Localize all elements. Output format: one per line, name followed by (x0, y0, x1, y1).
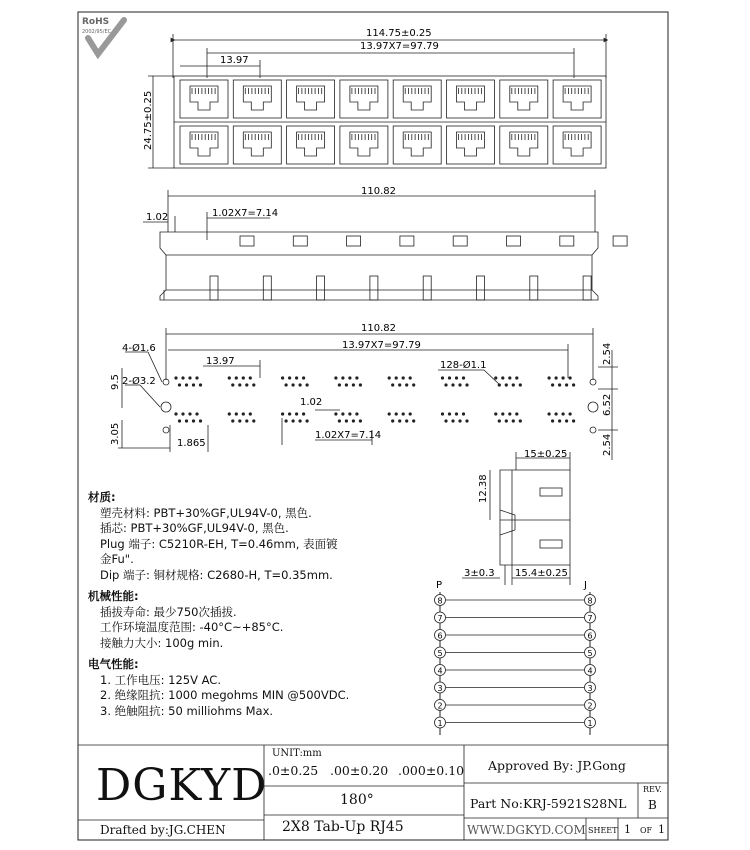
rev-label: REV. (643, 785, 662, 794)
pin-hole (505, 383, 508, 386)
rj45-port (447, 126, 495, 164)
dim-1-02: 1.02 (300, 397, 323, 408)
pin-hole (185, 419, 188, 422)
material-lines-1: 插芯: PBT+30%GF,UL94V-0, 黑色. (100, 521, 289, 535)
side-pin (477, 276, 485, 300)
pin-hole (391, 383, 394, 386)
pin-hole (192, 419, 195, 422)
pin-hole (562, 412, 565, 415)
dim-post-hole: 2-Ø3.2 (122, 376, 156, 387)
dim-front-height: 12.38 (478, 474, 489, 503)
wiring-diagram (435, 580, 596, 735)
dim-2-54-top: 2.54 (602, 342, 613, 365)
pin-hole (501, 412, 504, 415)
pin-hole (288, 412, 291, 415)
pin-hole (281, 412, 284, 415)
pin-hole (228, 412, 231, 415)
pin-hole (181, 376, 184, 379)
rj45-port (447, 80, 495, 118)
pin-hole (242, 412, 245, 415)
pin-label-j: 6 (587, 631, 593, 641)
rj45-port (340, 126, 388, 164)
pin-hole (398, 383, 401, 386)
pin-hole (498, 383, 501, 386)
mount-hole (590, 427, 596, 433)
pin-hole (292, 383, 295, 386)
pin-hole (231, 383, 234, 386)
mech-lines-0: 插拔寿命: 最少750次插拔. (100, 604, 237, 619)
pin-hole (299, 419, 302, 422)
pin-hole (462, 376, 465, 379)
pin-hole (451, 419, 454, 422)
part-description: 2X8 Tab-Up RJ45 (282, 819, 404, 835)
pin-hole (444, 383, 447, 386)
pin-hole (409, 376, 412, 379)
pin-hole (519, 383, 522, 386)
pin-hole (388, 376, 391, 379)
side-tab (453, 236, 467, 246)
dim-side-pin-pitch: 1.02X7=7.14 (212, 208, 279, 219)
part-number: Part No:KRJ-5921S28NL (470, 796, 627, 811)
dim-overall-width: 114.75±0.25 (366, 28, 432, 39)
pin-hole (306, 419, 309, 422)
pin-hole (235, 376, 238, 379)
pin-label-j: 8 (587, 596, 593, 606)
sheet-label: SHEET (588, 826, 618, 835)
pin-hole (551, 419, 554, 422)
dim-1-865: 1.865 (177, 438, 206, 449)
post-hole (161, 402, 171, 412)
pin-hole (235, 412, 238, 415)
pin-hole (306, 383, 309, 386)
dim-6-52: 6.52 (602, 393, 613, 416)
pin-hole (355, 376, 358, 379)
pin-hole (448, 412, 451, 415)
pin-hole (238, 383, 241, 386)
dim-9-5: 9.5 (110, 374, 121, 390)
pin-hole (188, 376, 191, 379)
pin-hole (195, 376, 198, 379)
of-number: 1 (658, 823, 665, 836)
approved-by: Approved By: JP.Gong (488, 758, 626, 773)
pin-hole (565, 419, 568, 422)
pin-hole (494, 376, 497, 379)
pin-hole (292, 419, 295, 422)
pin-hole (228, 376, 231, 379)
pin-hole (359, 419, 362, 422)
pin-hole (569, 412, 572, 415)
pin-label-p: 7 (437, 614, 443, 623)
pin-hole (444, 419, 447, 422)
pin-hole (188, 412, 191, 415)
side-tab (400, 236, 414, 246)
pin-hole (178, 383, 181, 386)
tolerance-2: .00±0.20 (330, 763, 389, 778)
pin-hole (498, 419, 501, 422)
rj45-port (180, 126, 228, 164)
pin-hole (512, 383, 515, 386)
pin-label-j: 1 (587, 719, 593, 728)
pin-hole (448, 376, 451, 379)
sheet-number: 1 (624, 823, 631, 836)
pin-hole (451, 383, 454, 386)
pin-hole (569, 376, 572, 379)
side-pin (370, 276, 378, 300)
dim-pitch-total: 13.97X7=97.79 (360, 41, 439, 52)
pin-hole (238, 419, 241, 422)
dim-pin-holes: 128-Ø1.1 (440, 360, 487, 371)
dim-side-offset: 1.02 (146, 212, 169, 223)
dim-pcb-pitch-total: 13.97X7=97.79 (342, 340, 421, 351)
pin-hole (548, 412, 551, 415)
side-tab (507, 236, 521, 246)
dim-pitch: 13.97 (220, 55, 249, 66)
rj45-port (233, 126, 281, 164)
wiring-left-header: P (436, 580, 443, 591)
side-pin (317, 276, 325, 300)
pin-hole (334, 412, 337, 415)
pin-hole (302, 376, 305, 379)
pin-hole (178, 419, 181, 422)
pin-hole (512, 419, 515, 422)
pin-hole (252, 383, 255, 386)
dim-front-depth: 15.4±0.25 (515, 568, 568, 579)
dim-front-offset: 3±0.3 (464, 568, 495, 579)
pin-hole (558, 419, 561, 422)
pin-hole (465, 383, 468, 386)
pin-hole (192, 383, 195, 386)
top-view (148, 34, 606, 168)
pin-hole (508, 412, 511, 415)
pin-hole (405, 419, 408, 422)
pin-hole (352, 419, 355, 422)
elec-lines-1: 2. 绝缘阻抗: 1000 megohms MIN @500VDC. (100, 688, 350, 702)
pin-hole (245, 383, 248, 386)
post-hole (588, 402, 598, 412)
pin-hole (174, 376, 177, 379)
tolerance-3: .000±0.10 (398, 763, 465, 778)
rj45-port (500, 80, 548, 118)
notes-block (88, 490, 349, 719)
elec-title: 电气性能: (88, 657, 139, 671)
side-view (143, 190, 627, 300)
rohs-logo (80, 14, 128, 62)
dim-pcb-pitch: 13.97 (206, 356, 235, 367)
pin-label-j: 4 (587, 666, 593, 676)
pin-hole (341, 412, 344, 415)
pin-label-p: 2 (437, 701, 443, 711)
pin-hole (402, 412, 405, 415)
pin-hole (558, 383, 561, 386)
pin-hole (402, 376, 405, 379)
mount-hole (163, 427, 169, 433)
rj45-port (287, 126, 335, 164)
pin-hole (242, 376, 245, 379)
pin-hole (341, 376, 344, 379)
pin-hole (345, 419, 348, 422)
pin-hole (295, 412, 298, 415)
pin-hole (572, 419, 575, 422)
pin-hole (252, 419, 255, 422)
rj45-port (500, 126, 548, 164)
pin-hole (515, 412, 518, 415)
side-tab (560, 236, 574, 246)
mech-title: 机械性能: (88, 589, 139, 603)
front-view (462, 452, 570, 585)
projection-angle: 180° (340, 792, 374, 808)
material-title: 材质: (88, 490, 116, 504)
drafted-by: Drafted by:JG.CHEN (100, 823, 226, 837)
pin-hole (359, 383, 362, 386)
pin-hole (458, 383, 461, 386)
pin-hole (555, 412, 558, 415)
pin-label-j: 3 (587, 684, 593, 693)
dim-side-width: 110.82 (361, 186, 396, 197)
pin-label-j: 7 (587, 614, 593, 623)
website: WWW.DGKYD.COM (467, 823, 586, 837)
pin-hole (395, 376, 398, 379)
pin-hole (398, 419, 401, 422)
pin-hole (548, 376, 551, 379)
pin-hole (334, 376, 337, 379)
pin-hole (494, 412, 497, 415)
pin-hole (565, 383, 568, 386)
pin-hole (352, 383, 355, 386)
material-lines-2: Plug 端子: C5210R-EH, T=0.46mm, 表面镀 (100, 536, 338, 551)
elec-lines-0: 1. 工作电压: 125V AC. (100, 672, 221, 687)
wiring-right-header: J (584, 580, 587, 591)
pin-hole (295, 376, 298, 379)
dim-pcb-pin-pitch: 1.02X7=7.14 (315, 430, 382, 441)
pin-hole (249, 412, 252, 415)
pin-hole (405, 383, 408, 386)
pin-hole (345, 383, 348, 386)
pin-hole (515, 376, 518, 379)
pin-hole (302, 412, 305, 415)
pin-hole (199, 419, 202, 422)
pin-hole (285, 419, 288, 422)
pin-label-p: 1 (437, 719, 443, 728)
pin-hole (391, 419, 394, 422)
pin-hole (441, 376, 444, 379)
material-lines-3: 金Fu". (100, 552, 134, 566)
pin-hole (458, 419, 461, 422)
pin-label-j: 2 (587, 701, 593, 711)
rohs-text: RoHS (82, 17, 110, 27)
side-tab (613, 236, 627, 246)
pin-hole (441, 412, 444, 415)
pin-hole (338, 383, 341, 386)
pin-hole (231, 419, 234, 422)
dim-pcb-width: 110.82 (361, 323, 396, 334)
dim-height: 24.75±0.25 (143, 90, 154, 150)
pin-hole (181, 412, 184, 415)
rev-value: B (648, 798, 657, 812)
rohs-directive: 2002/95/EC (82, 29, 112, 35)
pin-hole (508, 376, 511, 379)
pin-hole (462, 412, 465, 415)
pin-label-p: 4 (437, 666, 443, 676)
dim-mount-hole: 4-Ø1.6 (122, 343, 156, 354)
pin-hole (409, 412, 412, 415)
side-pin (530, 276, 538, 300)
pin-hole (195, 412, 198, 415)
side-tab (240, 236, 254, 246)
pin-hole (519, 419, 522, 422)
pin-hole (395, 412, 398, 415)
pin-hole (388, 412, 391, 415)
pin-hole (174, 412, 177, 415)
dim-front-width: 15±0.25 (524, 449, 568, 460)
rj45-port (233, 80, 281, 118)
side-tab (347, 236, 361, 246)
pin-hole (245, 419, 248, 422)
pin-hole (249, 376, 252, 379)
dim-3-05: 3.05 (110, 422, 121, 445)
company-name: DGKYD (96, 760, 268, 811)
rj45-port (553, 80, 601, 118)
pin-hole (455, 412, 458, 415)
pin-label-p: 5 (437, 649, 443, 658)
pin-hole (505, 419, 508, 422)
pin-hole (285, 383, 288, 386)
rj45-port (393, 126, 441, 164)
pin-hole (348, 412, 351, 415)
elec-lines-2: 3. 绝触阻抗: 50 milliohms Max. (100, 703, 274, 718)
pin-label-j: 5 (587, 649, 593, 658)
side-tab (293, 236, 307, 246)
rj45-port (180, 80, 228, 118)
pin-hole (555, 376, 558, 379)
mech-lines-2: 接触力大小: 100g min. (100, 635, 224, 650)
pin-hole (185, 383, 188, 386)
rj45-port (340, 80, 388, 118)
pin-hole (412, 383, 415, 386)
pin-hole (455, 376, 458, 379)
pin-label-p: 3 (437, 684, 443, 693)
side-pin (423, 276, 431, 300)
pin-hole (501, 376, 504, 379)
pin-hole (572, 383, 575, 386)
rj45-port (393, 80, 441, 118)
unit-label: UNIT:mm (272, 748, 322, 759)
pin-hole (199, 383, 202, 386)
pin-hole (465, 419, 468, 422)
pin-hole (355, 412, 358, 415)
rj45-port (553, 126, 601, 164)
pin-hole (551, 383, 554, 386)
side-pin (583, 276, 591, 300)
rj45-port (287, 80, 335, 118)
pin-label-p: 8 (437, 596, 443, 606)
side-pin (263, 276, 271, 300)
pin-hole (299, 383, 302, 386)
pin-hole (412, 419, 415, 422)
pin-hole (288, 376, 291, 379)
tolerance-1: .0±0.25 (268, 763, 319, 778)
material-lines-0: 塑壳材料: PBT+30%GF,UL94V-0, 黑色. (100, 505, 312, 520)
dim-2-54-bottom: 2.54 (602, 433, 613, 456)
mech-lines-1: 工作环境温度范围: -40°C~+85°C. (100, 620, 284, 634)
pin-hole (338, 419, 341, 422)
pin-hole (281, 376, 284, 379)
pin-hole (348, 376, 351, 379)
pin-hole (562, 376, 565, 379)
pin-label-p: 6 (437, 631, 443, 641)
of-label: OF (640, 826, 653, 835)
side-pin (210, 276, 218, 300)
material-lines-4: Dip 端子: 铜材规格: C2680-H, T=0.35mm. (100, 567, 333, 582)
